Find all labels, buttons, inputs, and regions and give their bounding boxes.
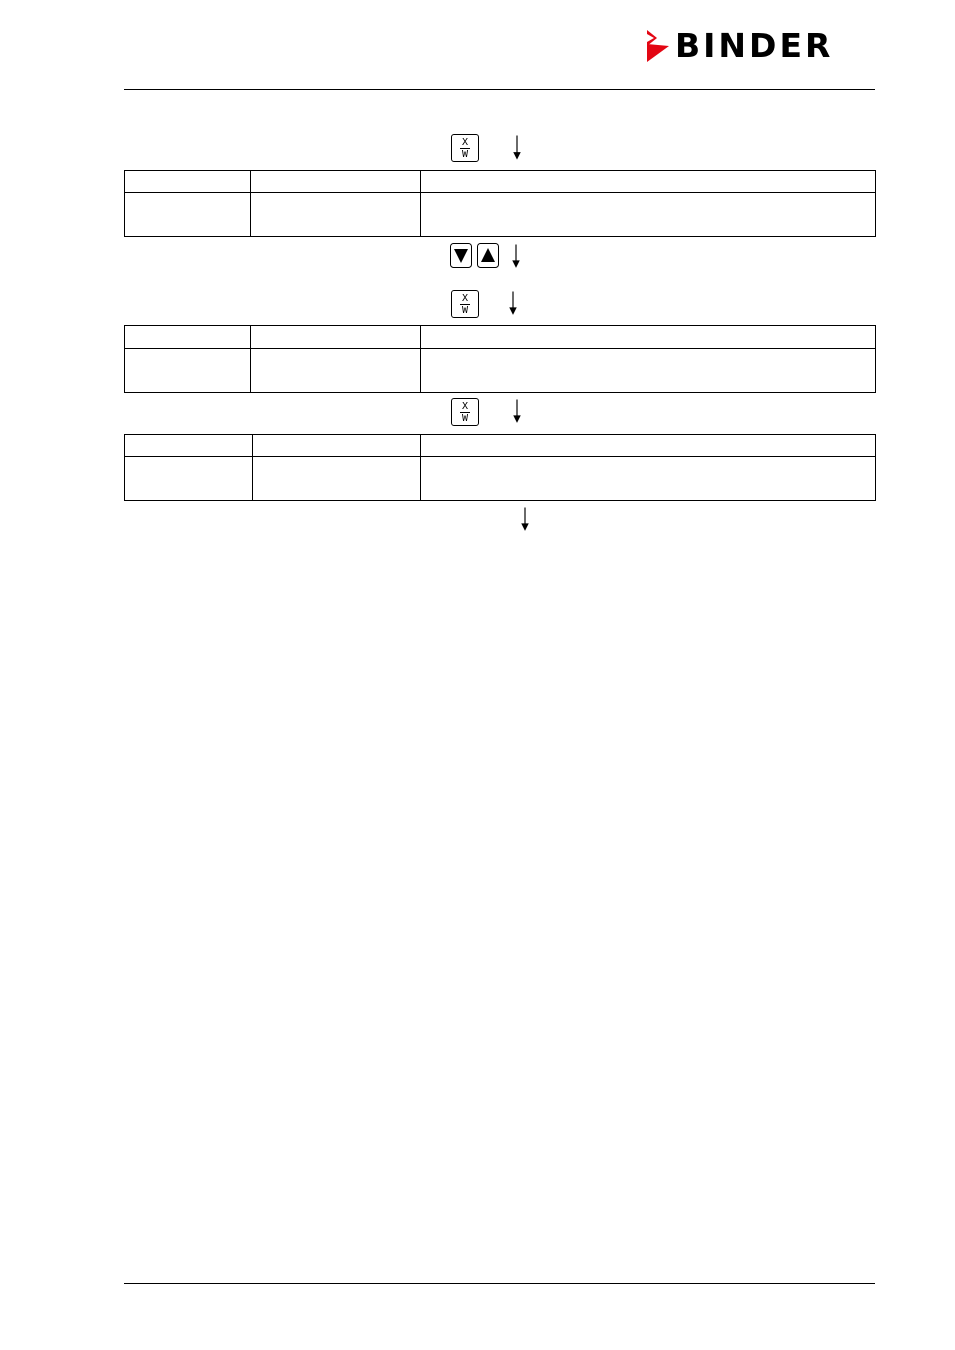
table-row <box>125 193 876 237</box>
table-header-row <box>125 326 876 349</box>
enter-key-icon: $\frac{X}{W}$ <box>451 290 479 318</box>
down-arrow-icon <box>511 242 521 272</box>
table-cell <box>125 457 253 501</box>
table-header-row <box>125 171 876 193</box>
enter-key-icon: $\frac{X}{W}$ <box>451 398 479 426</box>
enter-key-icon: $\frac{X}{W}$ <box>451 134 479 162</box>
table-cell <box>125 193 251 237</box>
down-triangle-key-icon <box>450 243 472 268</box>
table-header-row <box>125 435 876 457</box>
down-arrow-icon <box>520 505 530 535</box>
table-cell <box>251 326 421 349</box>
table-cell <box>125 326 251 349</box>
table-cell <box>421 435 876 457</box>
parameter-table-3 <box>124 434 876 501</box>
parameter-table-2 <box>124 325 876 393</box>
table-cell <box>251 349 421 393</box>
table-cell <box>421 326 876 349</box>
table-cell <box>421 349 876 393</box>
table-cell <box>125 171 251 193</box>
table-cell <box>125 435 253 457</box>
binder-logo-mark-icon <box>645 28 671 64</box>
down-arrow-icon <box>512 133 522 163</box>
table-row <box>125 457 876 501</box>
table-cell <box>125 349 251 393</box>
parameter-table-1 <box>124 170 876 237</box>
up-triangle-key-icon <box>477 243 499 268</box>
brand-name: BINDER <box>675 26 834 65</box>
table-cell <box>421 457 876 501</box>
binder-logo <box>645 28 877 64</box>
footer-rule <box>124 1283 875 1284</box>
table-cell <box>421 193 876 237</box>
down-arrow-icon <box>508 289 518 319</box>
table-cell <box>421 171 876 193</box>
down-arrow-icon <box>512 397 522 427</box>
table-cell <box>251 171 421 193</box>
table-cell <box>251 193 421 237</box>
header-rule <box>124 89 875 90</box>
table-cell <box>253 457 421 501</box>
table-row <box>125 349 876 393</box>
table-cell <box>253 435 421 457</box>
